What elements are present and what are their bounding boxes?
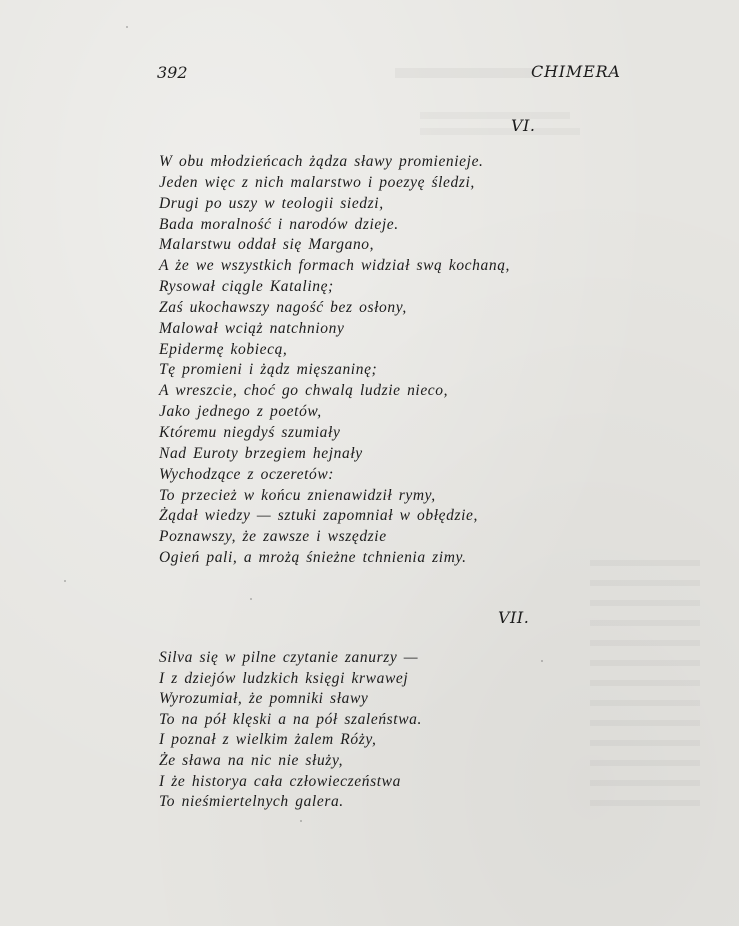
verse-line: To na pół klęski a na pół szaleństwa. — [159, 710, 422, 728]
verse-line: I że historya cała człowieczeństwa — [159, 772, 401, 790]
show-through-texture — [590, 560, 700, 820]
verse-line: Jeden więc z nich malarstwo i poezyę śledzi, — [159, 173, 475, 191]
show-through-texture — [420, 112, 570, 119]
verse-line: Nad Euroty brzegiem hejnały — [159, 444, 363, 462]
verse-line: A że we wszystkich formach widział swą kochaną, — [159, 257, 511, 275]
poem-section-vii — [159, 648, 422, 813]
show-through-texture — [420, 128, 580, 135]
verse-line: To nieśmiertelnych galera. — [159, 793, 344, 811]
page-number: 392 — [157, 63, 188, 82]
verse-line: I poznał z wielkim żalem Róży, — [159, 731, 377, 749]
verse-line: Jako jednego z poetów, — [159, 403, 322, 421]
verse-line: Bada moralność i narodów dzieje. — [159, 215, 399, 233]
verse-line: Że sława na nic nie służy, — [159, 751, 344, 769]
running-title: CHIMERA — [531, 62, 621, 81]
verse-line: I z dziejów ludzkich księgi krwawej — [159, 669, 409, 687]
verse-line: A wreszcie, choć go chwalą ludzie nieco, — [159, 382, 449, 400]
verse-line: Drugi po uszy w teologii siedzi, — [159, 194, 384, 212]
verse-line: Żądał wiedzy — sztuki zapomniał w obłędzie, — [159, 507, 478, 525]
verse-line: W obu młodzieńcach żądza sławy promienieje. — [159, 153, 484, 170]
verse-line: Silva się w pilne czytanie zanurzy — — [159, 649, 419, 666]
verse-line: Wyrozumiał, że pomniki sławy — [159, 690, 369, 708]
verse-line: Epidermę kobiecą, — [159, 340, 288, 358]
verse-line: To przecież w końcu znienawidził rymy, — [159, 486, 436, 504]
verse-line: Któremu niegdyś szumiały — [159, 423, 341, 441]
paper-speck — [64, 580, 66, 582]
paper-speck — [300, 820, 302, 822]
paper-speck — [126, 26, 128, 28]
verse-line: Malarstwu oddał się Margano, — [159, 236, 375, 254]
verse-line: Zaś ukochawszy nagość bez osłony, — [159, 298, 407, 316]
section-numeral-vii: VII. — [498, 608, 530, 627]
verse-line: Poznawszy, że zawsze i wszędzie — [159, 528, 387, 546]
paper-speck — [541, 660, 543, 662]
verse-line: Wychodzące z oczeretów: — [159, 465, 335, 483]
verse-line: Malował wciąż natchniony — [159, 319, 345, 337]
show-through-texture — [395, 68, 535, 78]
poem-section-vi — [159, 152, 510, 569]
paper-speck — [250, 598, 252, 600]
verse-line: Rysował ciągle Katalinę; — [159, 278, 334, 296]
verse-line: Tę promieni i żądz mięszaninę; — [159, 361, 378, 379]
section-numeral-vi: VI. — [511, 116, 536, 135]
verse-line: Ogień pali, a mrożą śnieżne tchnienia zimy. — [159, 549, 467, 567]
